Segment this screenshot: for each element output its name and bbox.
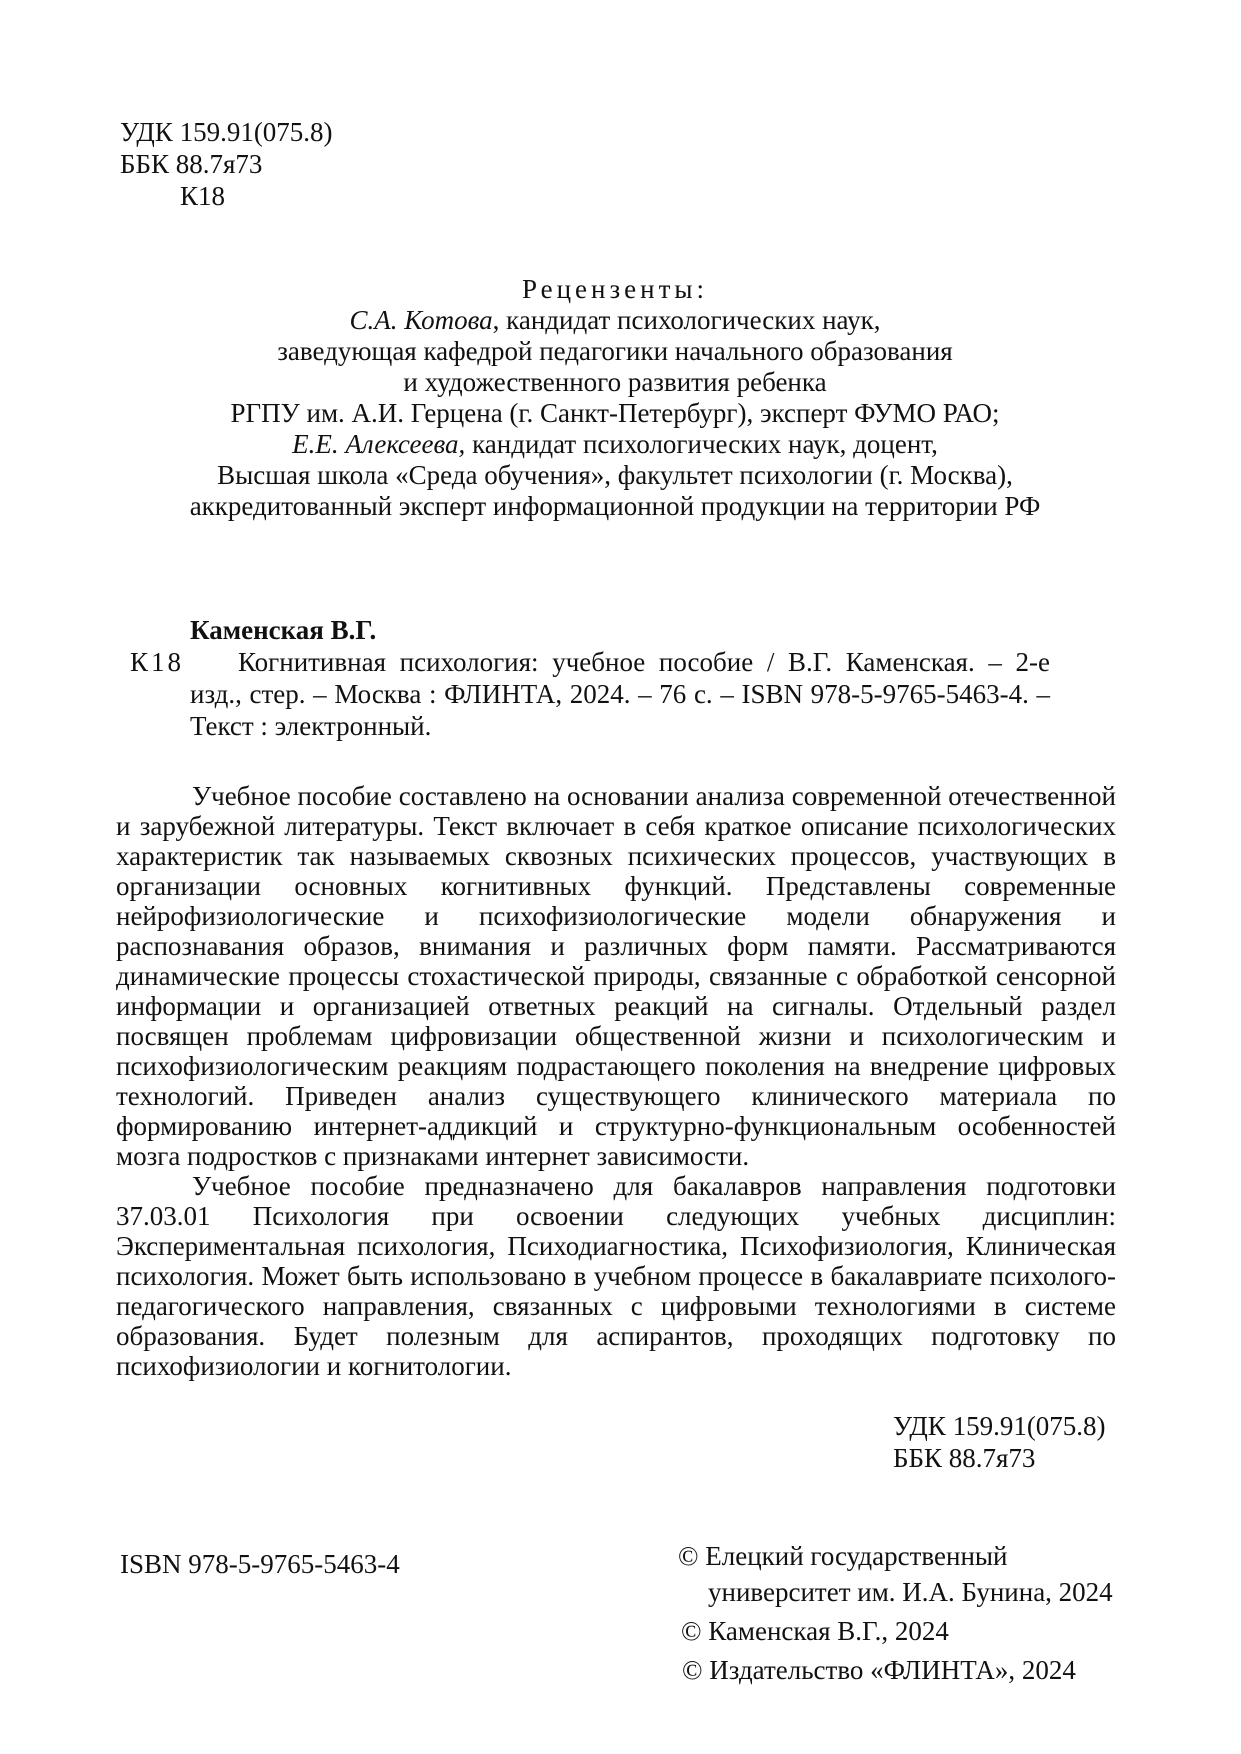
reviewer-2-line-3: аккредитованный эксперт информационной продукции на территории РФ xyxy=(189,491,1041,521)
reviewer-2-degree: кандидат психологических наук, доцент, xyxy=(465,429,938,459)
reviewer-1-line-1 xyxy=(0,305,1230,336)
udk-code-bottom: УДК 159.91(075.8) xyxy=(893,1411,1106,1441)
reviewer-1-degree: , кандидат психологических наук, xyxy=(492,305,881,335)
reviewers-heading: Рецензенты: xyxy=(521,274,709,304)
bibliographic-description-text: Когнитивная психология: учебное пособие / В.Г. Каменская. – 2-е изд., стер. – Москва : ФЛИНТА, 2024. – 76 с. – ISBN 978-5-9765-5463-4. – Текст : электронный. xyxy=(190,647,1050,741)
reviewer-2-name: Е.Е. Алексеева, xyxy=(292,429,466,459)
classification-codes-bottom xyxy=(893,1410,1106,1474)
bbk-code: ББК 88.7я73 xyxy=(120,149,263,179)
reviewers-block xyxy=(0,274,1230,522)
isbn: ISBN 978-5-9765-5463-4 xyxy=(120,1549,400,1579)
reviewer-1-line-3: и художественного развития ребенка xyxy=(403,367,827,397)
bibliographic-description xyxy=(190,646,1050,742)
author-mark: К18 xyxy=(180,181,226,211)
reviewer-1-line-2: заведующая кафедрой педагогики начального образования xyxy=(277,336,953,366)
copyright-university-line-2: университет им. И.А. Бунина, 2024 xyxy=(708,1577,1113,1607)
abstract xyxy=(116,781,1116,1381)
copyright-author: © Каменская В.Г., 2024 xyxy=(681,1616,949,1646)
bibliographic-author: Каменская В.Г. xyxy=(190,615,377,645)
bibliographic-mark: К18 xyxy=(130,647,185,677)
classification-codes-top xyxy=(120,116,333,212)
reviewer-2-line-2: Высшая школа «Среда обучения», факультет психологии (г. Москва), xyxy=(217,460,1013,490)
copyright-block xyxy=(678,1538,1113,1688)
reviewer-2-line-1 xyxy=(0,429,1230,460)
copyright-university-line-1: © Елецкий государственный xyxy=(678,1541,1008,1571)
reviewer-1-line-4: РГПУ им. А.И. Герцена (г. Санкт-Петербург), эксперт ФУМО РАО; xyxy=(230,398,1000,428)
abstract-paragraph-2: Учебное пособие предназначено для бакалавров направления подготовки 37.03.01 Психология при освоении следующих учебных дисциплин: Экспериментальная психология, Психодиагностика, Психофизиология, Клиническая психология. Может быть использовано в учебном процессе в бакалавриате психолого-педагогического направления, связанных с цифровыми технологиями в системе образования. Будет полезным для аспирантов, проходящих подготовку по психофизиологии и когнитологии. xyxy=(116,1171,1116,1381)
copyright-publisher: © Издательство «ФЛИНТА», 2024 xyxy=(682,1655,1076,1685)
udk-code: УДК 159.91(075.8) xyxy=(120,117,333,147)
abstract-paragraph-1: Учебное пособие составлено на основании анализа современной отечественной и зарубежной литературы. Текст включает в себя краткое описание психологических характеристик так называемых сквозных психических процессов, участвующих в организации основных когнитивных функций. Представлены современные нейрофизиологические и психофизиологические модели обнаружения и распознавания образов, внимания и различных форм памяти. Рассматриваются динамические процессы стохастической природы, связанные с обработкой сенсорной информации и организацией ответных реакций на сигналы. Отдельный раздел посвящен проблемам цифровизации общественной жизни и психологическим и психофизиологическим реакциям подрастающего поколения на внедрение цифровых технологий. Приведен анализ существующего клинического материала по формированию интернет-аддикций и структурно-функциональным особенностей мозга подростков с признаками интернет зависимости. xyxy=(116,781,1116,1171)
reviewer-1-name: С.А. Котова xyxy=(349,305,493,335)
bbk-code-bottom: ББК 88.7я73 xyxy=(893,1443,1036,1473)
